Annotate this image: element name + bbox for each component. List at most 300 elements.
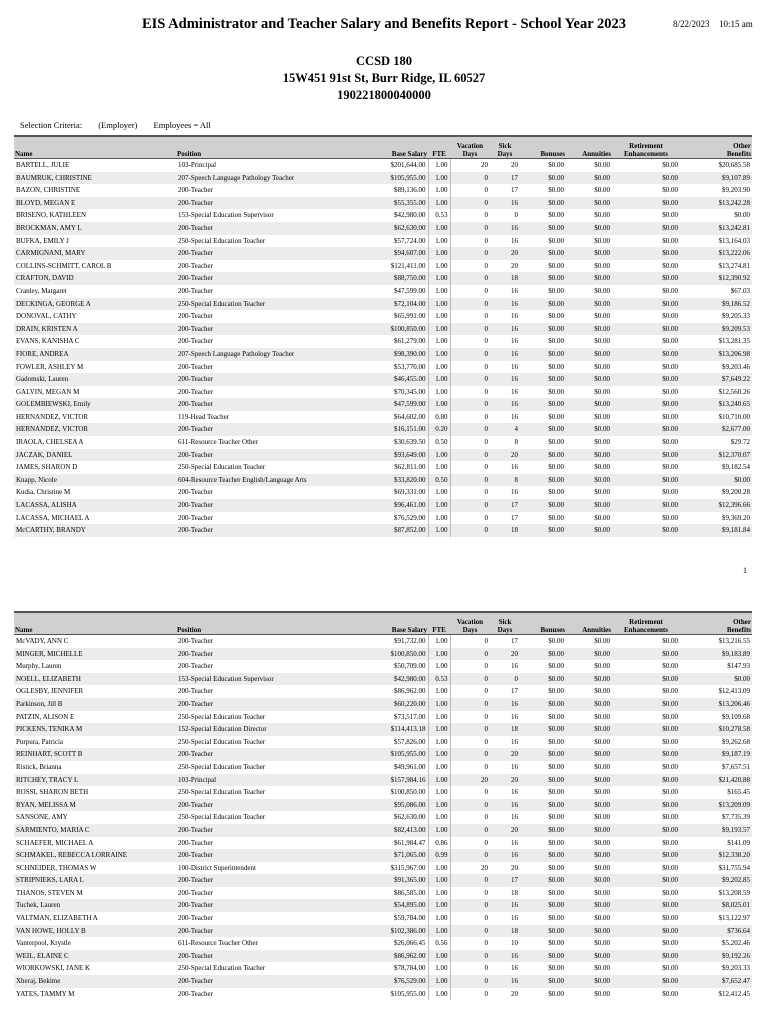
cell-base-salary: $55,355.00 xyxy=(394,198,426,207)
table-row xyxy=(14,411,752,424)
cell-bonuses: $0.00 xyxy=(548,825,564,834)
cell-vacation-days: 0 xyxy=(484,438,488,447)
cell-position: 200-Teacher xyxy=(178,825,213,834)
cell-fte: 1.00 xyxy=(428,685,450,698)
cell-base-salary: $50,709.00 xyxy=(394,662,426,671)
cell-position: 200-Teacher xyxy=(178,223,213,232)
cell-base-salary: $72,104.00 xyxy=(394,299,426,308)
cell-base-salary: $91,732.00 xyxy=(394,637,426,645)
cell-base-salary: $70,345.00 xyxy=(394,387,426,396)
table-row xyxy=(14,685,752,698)
table-row xyxy=(14,260,752,273)
table-row xyxy=(14,774,752,787)
cell-position: 200-Teacher xyxy=(178,649,213,658)
cell-name: EVANS, KANISHA C xyxy=(16,337,80,346)
cell-base-salary: $121,411.00 xyxy=(390,261,426,270)
cell-name: JAMES, SHARON D xyxy=(16,463,78,472)
cell-sick-days: 20 xyxy=(511,775,518,784)
cell-base-salary: $47,599.00 xyxy=(394,400,426,409)
cell-position: 200-Teacher xyxy=(178,851,213,860)
cell-fte: 1.00 xyxy=(428,524,450,537)
cell-fte: 1.00 xyxy=(428,386,450,399)
cell-vacation-days: 0 xyxy=(484,249,488,258)
table-row xyxy=(14,386,752,399)
cell-name: BRISENO, KATHLEEN xyxy=(16,211,86,220)
cell-vacation-days: 0 xyxy=(484,825,488,834)
cell-sick-days: 18 xyxy=(511,888,518,897)
cell-other-benefits: $12,370.07 xyxy=(718,450,750,459)
cell-bonuses: $0.00 xyxy=(548,725,564,734)
cell-bonuses: $0.00 xyxy=(548,387,564,396)
table-row xyxy=(14,361,752,374)
cell-bonuses: $0.00 xyxy=(548,400,564,409)
table-row xyxy=(14,761,752,774)
cell-bonuses: $0.00 xyxy=(548,299,564,308)
cell-other-benefits: $9,192.26 xyxy=(722,951,750,960)
cell-base-salary: $93,649.00 xyxy=(394,450,426,459)
cell-other-benefits: $9,262.68 xyxy=(722,737,750,746)
cell-vacation-days: 0 xyxy=(484,926,488,935)
cell-fte: 1.00 xyxy=(428,235,450,248)
cell-bonuses: $0.00 xyxy=(548,788,564,797)
table-row xyxy=(14,950,752,963)
cell-other-benefits: $9,209.53 xyxy=(722,324,750,333)
cell-retirement-enhancements: $0.00 xyxy=(662,450,678,459)
cell-bonuses: $0.00 xyxy=(548,901,564,910)
cell-position: 250-Special Education Teacher xyxy=(178,712,266,721)
cell-fte: 1.00 xyxy=(428,962,450,975)
cell-sick-days: 16 xyxy=(511,223,518,232)
cell-other-benefits: $13,281.35 xyxy=(718,337,750,346)
cell-name: THANOS, STEVEN M xyxy=(16,888,83,897)
cell-vacation-days: 0 xyxy=(484,425,488,434)
cell-vacation-days: 20 xyxy=(481,863,488,872)
cell-annuities: $0.00 xyxy=(594,888,610,897)
cell-annuities: $0.00 xyxy=(594,513,610,522)
cell-name: RITCHEY, TRACY L xyxy=(16,775,79,784)
cell-name: OGLESBY, JENNIFER xyxy=(16,687,84,696)
cell-fte: 1.00 xyxy=(428,761,450,774)
cell-position: 200-Teacher xyxy=(178,274,213,283)
cell-retirement-enhancements: $0.00 xyxy=(662,349,678,358)
cell-position: 200-Teacher xyxy=(178,501,213,510)
cell-name: LACASSA, MICHAEL A xyxy=(16,513,90,522)
table-row xyxy=(14,348,752,361)
cell-name: SCHAEFER, MICHAEL A xyxy=(16,838,94,847)
cell-annuities: $0.00 xyxy=(594,649,610,658)
cell-bonuses: $0.00 xyxy=(548,161,564,169)
cell-name: NOELL, ELIZABETH xyxy=(16,674,81,683)
cell-position: 200-Teacher xyxy=(178,914,213,923)
cell-name: FIORE, ANDREA xyxy=(16,349,69,358)
cell-name: PICKENS, TENIKA M xyxy=(16,725,83,734)
cell-name: Gadomski, Lauren xyxy=(16,375,69,384)
cell-retirement-enhancements: $0.00 xyxy=(662,236,678,245)
cell-bonuses: $0.00 xyxy=(548,463,564,472)
cell-sick-days: 16 xyxy=(511,851,518,860)
cell-bonuses: $0.00 xyxy=(548,475,564,484)
cell-name: JACZAK, DANIEL xyxy=(16,450,73,459)
cell-other-benefits: $9,202.85 xyxy=(722,876,750,885)
cell-annuities: $0.00 xyxy=(594,463,610,472)
table-row xyxy=(14,486,752,499)
cell-annuities: $0.00 xyxy=(594,337,610,346)
cell-base-salary: $62,630.00 xyxy=(394,813,426,822)
cell-sick-days: 20 xyxy=(511,249,518,258)
cell-base-salary: $61,279.00 xyxy=(394,337,426,346)
cell-name: Cranley, Margaret xyxy=(16,286,67,295)
cell-bonuses: $0.00 xyxy=(548,712,564,721)
cell-name: REINHART, SCOTT B xyxy=(16,750,83,759)
cell-name: SCHMAKEL, REBECCA LORRAINE xyxy=(16,851,128,860)
cell-name: RYAN, MELISSA M xyxy=(16,800,76,809)
cell-annuities: $0.00 xyxy=(594,198,610,207)
cell-other-benefits: $141.09 xyxy=(727,838,750,847)
cell-sick-days: 17 xyxy=(511,876,518,885)
cell-retirement-enhancements: $0.00 xyxy=(662,362,678,371)
report-date: 8/22/2023 xyxy=(673,19,710,29)
cell-position: 250-Special Education Teacher xyxy=(178,299,266,308)
cell-sick-days: 16 xyxy=(511,362,518,371)
cell-annuities: $0.00 xyxy=(594,501,610,510)
cell-sick-days: 16 xyxy=(511,964,518,973)
table-row xyxy=(14,837,752,850)
cell-annuities: $0.00 xyxy=(594,775,610,784)
cell-bonuses: $0.00 xyxy=(548,337,564,346)
cell-position: 200-Teacher xyxy=(178,261,213,270)
cell-retirement-enhancements: $0.00 xyxy=(662,662,678,671)
cell-name: MINGER, MICHELLE xyxy=(16,649,83,658)
cell-bonuses: $0.00 xyxy=(548,261,564,270)
cell-annuities: $0.00 xyxy=(594,800,610,809)
cell-name: CRAFTON, DAVID xyxy=(16,274,74,283)
cell-bonuses: $0.00 xyxy=(548,438,564,447)
cell-other-benefits: $20,685.58 xyxy=(718,161,750,169)
cell-name: ROSSI, SHARON BETH xyxy=(16,788,89,797)
cell-bonuses: $0.00 xyxy=(548,649,564,658)
cell-name: BAZON, CHRISTINE xyxy=(16,186,81,195)
cell-sick-days: 16 xyxy=(511,488,518,497)
cell-bonuses: $0.00 xyxy=(548,876,564,885)
cell-position: 611-Resource Teacher Other xyxy=(178,939,258,948)
cell-name: WEIL, ELAINE C xyxy=(16,951,69,960)
cell-bonuses: $0.00 xyxy=(548,198,564,207)
cell-other-benefits: $7,649.22 xyxy=(722,375,750,384)
cell-other-benefits: $9,369.20 xyxy=(722,513,750,522)
cell-other-benefits: $13,206.98 xyxy=(718,349,750,358)
cell-sick-days: 20 xyxy=(511,863,518,872)
cell-vacation-days: 0 xyxy=(484,450,488,459)
cell-base-salary: $30,639.50 xyxy=(394,438,426,447)
cell-other-benefits: $13,240.65 xyxy=(718,400,750,409)
cell-retirement-enhancements: $0.00 xyxy=(662,488,678,497)
cell-bonuses: $0.00 xyxy=(548,211,564,220)
cell-other-benefits: $147.93 xyxy=(727,662,750,671)
cell-sick-days: 17 xyxy=(511,173,518,182)
cell-vacation-days: 0 xyxy=(484,286,488,295)
cell-position: 611-Resource Teacher Other xyxy=(178,438,258,447)
cell-name: BAUMRUK, CHRISTINE xyxy=(16,173,92,182)
cell-vacation-days: 0 xyxy=(484,211,488,220)
cell-base-salary: $62,630.00 xyxy=(394,223,426,232)
cell-bonuses: $0.00 xyxy=(548,926,564,935)
cell-vacation-days: 0 xyxy=(484,964,488,973)
cell-vacation-days: 0 xyxy=(484,876,488,885)
cell-fte: 0.50 xyxy=(428,474,450,487)
cell-other-benefits: $13,206.46 xyxy=(718,699,750,708)
table-row xyxy=(14,887,752,900)
cell-name: Ristick, Brianna xyxy=(16,762,62,771)
cell-name: CARMIGNANI, MARY xyxy=(16,249,86,258)
cell-name: HERNANDEZ, VICTOR xyxy=(16,412,89,421)
cell-fte: 1.00 xyxy=(428,373,450,386)
table-row xyxy=(14,698,752,711)
cell-retirement-enhancements: $0.00 xyxy=(662,977,678,986)
cell-bonuses: $0.00 xyxy=(548,274,564,283)
cell-fte: 1.00 xyxy=(428,736,450,749)
cell-base-salary: $78,784.00 xyxy=(394,964,426,973)
cell-fte: 1.00 xyxy=(428,874,450,887)
cell-vacation-days: 0 xyxy=(484,637,488,645)
cell-fte: 1.00 xyxy=(428,159,450,172)
cell-fte: 1.00 xyxy=(428,786,450,799)
cell-vacation-days: 0 xyxy=(484,712,488,721)
cell-fte: 1.00 xyxy=(428,635,450,648)
cell-base-salary: $57,826.00 xyxy=(394,737,426,746)
cell-retirement-enhancements: $0.00 xyxy=(662,412,678,421)
cell-name: BARTELL, JULIE xyxy=(16,161,70,169)
col-vacation-days: Vacation Days xyxy=(450,136,490,159)
cell-retirement-enhancements: $0.00 xyxy=(662,526,678,535)
cell-retirement-enhancements: $0.00 xyxy=(662,173,678,182)
cell-position: 200-Teacher xyxy=(178,450,213,459)
cell-fte: 1.00 xyxy=(428,799,450,812)
table-row xyxy=(14,849,752,862)
cell-position: 200-Teacher xyxy=(178,324,213,333)
table-row xyxy=(14,398,752,411)
cell-fte: 1.00 xyxy=(428,723,450,736)
cell-base-salary: $157,984.16 xyxy=(390,775,426,784)
cell-fte: 1.00 xyxy=(428,247,450,260)
cell-sick-days: 18 xyxy=(511,526,518,535)
cell-annuities: $0.00 xyxy=(594,725,610,734)
cell-fte: 1.00 xyxy=(428,698,450,711)
criteria-employees: Employees = All xyxy=(153,120,211,130)
table-row xyxy=(14,272,752,285)
cell-retirement-enhancements: $0.00 xyxy=(662,775,678,784)
cell-vacation-days: 0 xyxy=(484,989,488,998)
cell-base-salary: $102,386.00 xyxy=(390,926,426,935)
cell-fte: 1.00 xyxy=(428,486,450,499)
cell-position: 119-Head Teacher xyxy=(178,412,230,421)
cell-vacation-days: 0 xyxy=(484,349,488,358)
col-fte: FTE xyxy=(428,612,450,635)
cell-name: SANSONE, AMY xyxy=(16,813,68,822)
cell-retirement-enhancements: $0.00 xyxy=(662,939,678,948)
cell-position: 200-Teacher xyxy=(178,750,213,759)
cell-vacation-days: 0 xyxy=(484,699,488,708)
cell-sick-days: 16 xyxy=(511,375,518,384)
cell-fte: 1.00 xyxy=(428,272,450,285)
cell-retirement-enhancements: $0.00 xyxy=(662,211,678,220)
cell-sick-days: 16 xyxy=(511,198,518,207)
cell-annuities: $0.00 xyxy=(594,825,610,834)
cell-vacation-days: 0 xyxy=(484,762,488,771)
cell-sick-days: 20 xyxy=(511,450,518,459)
cell-retirement-enhancements: $0.00 xyxy=(662,964,678,973)
cell-position: 200-Teacher xyxy=(178,198,213,207)
cell-fte: 1.00 xyxy=(428,748,450,761)
cell-base-salary: $42,980.00 xyxy=(394,211,426,220)
cell-vacation-days: 0 xyxy=(484,513,488,522)
table-row xyxy=(14,159,752,172)
cell-retirement-enhancements: $0.00 xyxy=(662,838,678,847)
cell-retirement-enhancements: $0.00 xyxy=(662,888,678,897)
cell-vacation-days: 0 xyxy=(484,838,488,847)
cell-fte: 0.99 xyxy=(428,849,450,862)
table-row xyxy=(14,962,752,975)
cell-position: 152-Special Education Director xyxy=(178,725,267,734)
cell-base-salary: $91,365.00 xyxy=(394,876,426,885)
cell-annuities: $0.00 xyxy=(594,261,610,270)
cell-annuities: $0.00 xyxy=(594,438,610,447)
cell-annuities: $0.00 xyxy=(594,375,610,384)
cell-bonuses: $0.00 xyxy=(548,674,564,683)
cell-name: Murphy, Lauren xyxy=(16,662,62,671)
cell-vacation-days: 0 xyxy=(484,951,488,960)
cell-position: 200-Teacher xyxy=(178,362,213,371)
cell-position: 200-Teacher xyxy=(178,312,213,321)
cell-annuities: $0.00 xyxy=(594,964,610,973)
cell-sick-days: 16 xyxy=(511,312,518,321)
cell-bonuses: $0.00 xyxy=(548,412,564,421)
cell-retirement-enhancements: $0.00 xyxy=(662,387,678,396)
cell-fte: 0.53 xyxy=(428,209,450,222)
cell-annuities: $0.00 xyxy=(594,387,610,396)
cell-annuities: $0.00 xyxy=(594,324,610,333)
cell-base-salary: $61,984.47 xyxy=(394,838,426,847)
cell-base-salary: $64,602.00 xyxy=(394,412,426,421)
cell-annuities: $0.00 xyxy=(594,161,610,169)
cell-position: 200-Teacher xyxy=(178,687,213,696)
cell-annuities: $0.00 xyxy=(594,838,610,847)
cell-name: Xheraj, Bekime xyxy=(16,977,61,986)
cell-base-salary: $53,770.00 xyxy=(394,362,426,371)
cell-position: 100-District Superintendent xyxy=(178,863,256,872)
table-row xyxy=(14,247,752,260)
cell-retirement-enhancements: $0.00 xyxy=(662,851,678,860)
report-title: EIS Administrator and Teacher Salary and Benefits Report - School Year 2023 xyxy=(141,16,627,32)
cell-position: 250-Special Education Teacher xyxy=(178,762,266,771)
cell-fte: 1.00 xyxy=(428,811,450,824)
cell-position: 200-Teacher xyxy=(178,901,213,910)
cell-sick-days: 16 xyxy=(511,737,518,746)
cell-position: 200-Teacher xyxy=(178,989,213,998)
organization-id: 190221800040000 xyxy=(337,88,431,102)
cell-other-benefits: $5,202.46 xyxy=(722,939,750,948)
cell-annuities: $0.00 xyxy=(594,662,610,671)
cell-position: 200-Teacher xyxy=(178,800,213,809)
cell-bonuses: $0.00 xyxy=(548,662,564,671)
cell-retirement-enhancements: $0.00 xyxy=(662,186,678,195)
cell-position: 153-Special Education Supervisor xyxy=(178,211,274,220)
cell-sick-days: 0 xyxy=(514,211,518,220)
cell-vacation-days: 0 xyxy=(484,914,488,923)
cell-retirement-enhancements: $0.00 xyxy=(662,286,678,295)
cell-position: 200-Teacher xyxy=(178,926,213,935)
cell-vacation-days: 0 xyxy=(484,649,488,658)
cell-retirement-enhancements: $0.00 xyxy=(662,737,678,746)
cell-sick-days: 16 xyxy=(511,463,518,472)
cell-vacation-days: 20 xyxy=(481,775,488,784)
cell-bonuses: $0.00 xyxy=(548,223,564,232)
cell-bonuses: $0.00 xyxy=(548,186,564,195)
cell-other-benefits: $9,107.89 xyxy=(722,173,750,182)
cell-other-benefits: $2,677.00 xyxy=(722,425,750,434)
cell-vacation-days: 0 xyxy=(484,800,488,809)
table-row xyxy=(14,862,752,875)
cell-retirement-enhancements: $0.00 xyxy=(662,223,678,232)
cell-annuities: $0.00 xyxy=(594,274,610,283)
cell-position: 207-Speech Language Pathology Teacher xyxy=(178,173,295,182)
cell-position: 207-Speech Language Pathology Teacher xyxy=(178,349,295,358)
cell-base-salary: $114,413.18 xyxy=(390,725,426,734)
cell-other-benefits: $9,186.52 xyxy=(722,299,750,308)
cell-other-benefits: $12,396.66 xyxy=(718,501,750,510)
cell-other-benefits: $13,242.28 xyxy=(718,198,750,207)
cell-base-salary: $76,529.00 xyxy=(394,513,426,522)
cell-bonuses: $0.00 xyxy=(548,699,564,708)
cell-retirement-enhancements: $0.00 xyxy=(662,788,678,797)
cell-fte: 0.80 xyxy=(428,411,450,424)
cell-vacation-days: 0 xyxy=(484,463,488,472)
cell-other-benefits: $9,203.33 xyxy=(722,964,750,973)
cell-bonuses: $0.00 xyxy=(548,989,564,998)
cell-annuities: $0.00 xyxy=(594,813,610,822)
cell-name: DONOVAL, CATHY xyxy=(16,312,77,321)
cell-fte: 1.00 xyxy=(428,711,450,724)
cell-base-salary: $54,895.00 xyxy=(394,901,426,910)
cell-fte: 1.00 xyxy=(428,975,450,988)
cell-fte: 0.56 xyxy=(428,937,450,950)
cell-bonuses: $0.00 xyxy=(548,249,564,258)
cell-vacation-days: 0 xyxy=(484,274,488,283)
cell-name: GOLEMBIEWSKI, Emily xyxy=(16,400,91,409)
col-sick-days: Sick Days xyxy=(490,612,520,635)
cell-annuities: $0.00 xyxy=(594,475,610,484)
cell-position: 200-Teacher xyxy=(178,699,213,708)
cell-name: Purpura, Patricia xyxy=(16,737,64,746)
cell-vacation-days: 0 xyxy=(484,662,488,671)
cell-position: 250-Special Education Teacher xyxy=(178,236,266,245)
cell-name: Knapp, Nicole xyxy=(16,475,57,484)
cell-bonuses: $0.00 xyxy=(548,888,564,897)
cell-annuities: $0.00 xyxy=(594,249,610,258)
table-row xyxy=(14,925,752,938)
cell-vacation-days: 0 xyxy=(484,901,488,910)
cell-base-salary: $59,784.00 xyxy=(394,914,426,923)
cell-fte: 1.00 xyxy=(428,862,450,875)
cell-vacation-days: 0 xyxy=(484,475,488,484)
cell-sick-days: 4 xyxy=(514,425,518,434)
col-other-benefits: Other Benefits xyxy=(680,136,752,159)
cell-annuities: $0.00 xyxy=(594,926,610,935)
col-bonuses: Bonuses xyxy=(520,612,566,635)
cell-retirement-enhancements: $0.00 xyxy=(662,299,678,308)
cell-retirement-enhancements: $0.00 xyxy=(662,863,678,872)
cell-sick-days: 20 xyxy=(511,825,518,834)
table-row xyxy=(14,209,752,222)
